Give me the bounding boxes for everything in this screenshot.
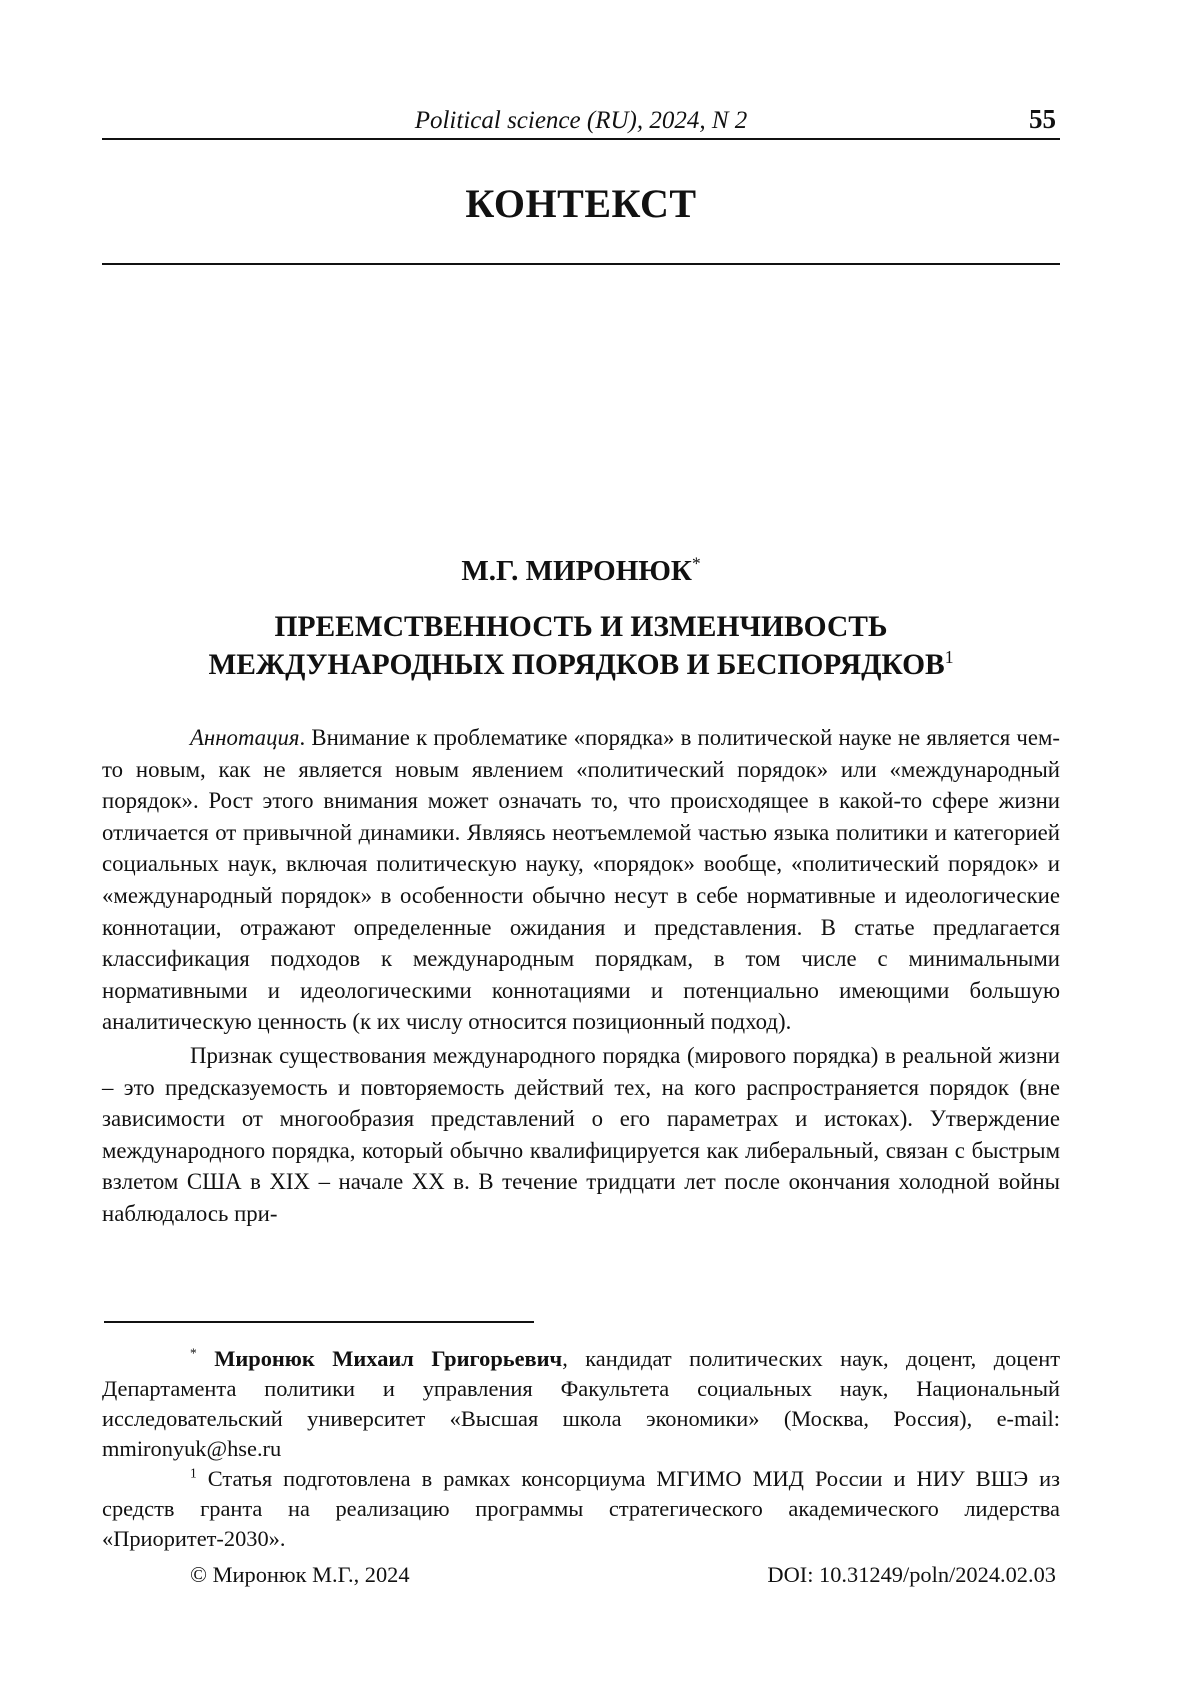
copyright-notice: © Миронюк М.Г., 2024 bbox=[190, 1562, 410, 1587]
page-number: 55 bbox=[1029, 104, 1056, 134]
author-footnote-mark: * bbox=[691, 553, 701, 574]
section-heading: КОНТЕКСТ bbox=[465, 181, 697, 226]
article-title-line-2-wrap bbox=[102, 646, 1060, 684]
article-title-line-2: МЕЖДУНАРОДНЫХ ПОРЯДКОВ И БЕСПОРЯДКОВ bbox=[208, 649, 945, 681]
footnote-author-mark: * bbox=[190, 1345, 197, 1361]
article-body bbox=[102, 722, 1060, 1230]
abstract-paragraph bbox=[102, 722, 1060, 1038]
author-name: М.Г. МИРОНЮК bbox=[461, 555, 692, 587]
title-footnote-mark: 1 bbox=[944, 647, 954, 668]
footnote-author-text: , кандидат политических наук, доцент, доцент Департамента политики и управления Факультета социальных наук, Национальный исследовательский университет «Высшая школа экономики» (Москва, Россия), e-mail: mmironyuk@hse.ru bbox=[102, 1346, 1060, 1461]
journal-running-title: Political science (RU), 2024, N 2 bbox=[414, 107, 748, 134]
footnotes bbox=[102, 1344, 1060, 1554]
article-title-line-1: ПРЕЕМСТВЕННОСТЬ И ИЗМЕНЧИВОСТЬ bbox=[274, 611, 888, 643]
article-title bbox=[102, 608, 1060, 684]
body-paragraph: Признак существования международного порядка (мирового порядка) в реальной жизни – это предсказуемость и повторяемость действий тех, на кого распространяется порядок (вне зависимости от многообразия представлений о его параметрах и истоках). Утверждение международного порядка, который обычно квалифицируется как либеральный, связан с быстрым взлетом США в XIX – начале XX в. В течение тридцати лет после окончания холодной войны наблюдалось при- bbox=[102, 1042, 1060, 1226]
doi-identifier: DOI: 10.31249/poln/2024.02.03 bbox=[767, 1562, 1056, 1587]
footnote-divider bbox=[104, 1321, 534, 1323]
abstract-label: Аннотация bbox=[190, 725, 300, 750]
footnote-funding-mark: 1 bbox=[190, 1465, 197, 1481]
section-divider bbox=[102, 263, 1060, 265]
running-header bbox=[102, 104, 1060, 140]
abstract-text: . Внимание к проблематике «порядка» в политической науке не является чем-то новым, как не является новым явлением «политический порядок» или «международный порядок». Рост этого внимания может означать то, что происходящее в какой-то сфере жизни отличается от привычной динамики. Являясь неотъемлемой частью языка политики и категорией социальных наук, включая политическую науку, «порядок» вообще, «политический порядок» и «международный порядок» в особенности обычно несут в себе нормативные и идеологические коннотации, отражают определенные ожидания и представления. В статье предлагается классификация подходов к международным порядкам, в том числе с минимальными нормативными и идеологическими коннотациями и потенциально имеющими большую аналитическую ценность (к их числу относится позиционный подход). bbox=[102, 725, 1060, 1035]
footnote-funding-text: Статья подготовлена в рамках консорциума МГИМО МИД России и НИУ ВШЭ из средств гранта на реализацию программы стратегического академического лидерства «Приоритет-2030». bbox=[102, 1466, 1060, 1551]
article-author bbox=[102, 553, 1060, 589]
footnote-author bbox=[102, 1344, 1060, 1464]
footnote-funding bbox=[102, 1464, 1060, 1554]
footnote-author-name: Миронюк Михаил Григорьевич bbox=[214, 1346, 563, 1371]
